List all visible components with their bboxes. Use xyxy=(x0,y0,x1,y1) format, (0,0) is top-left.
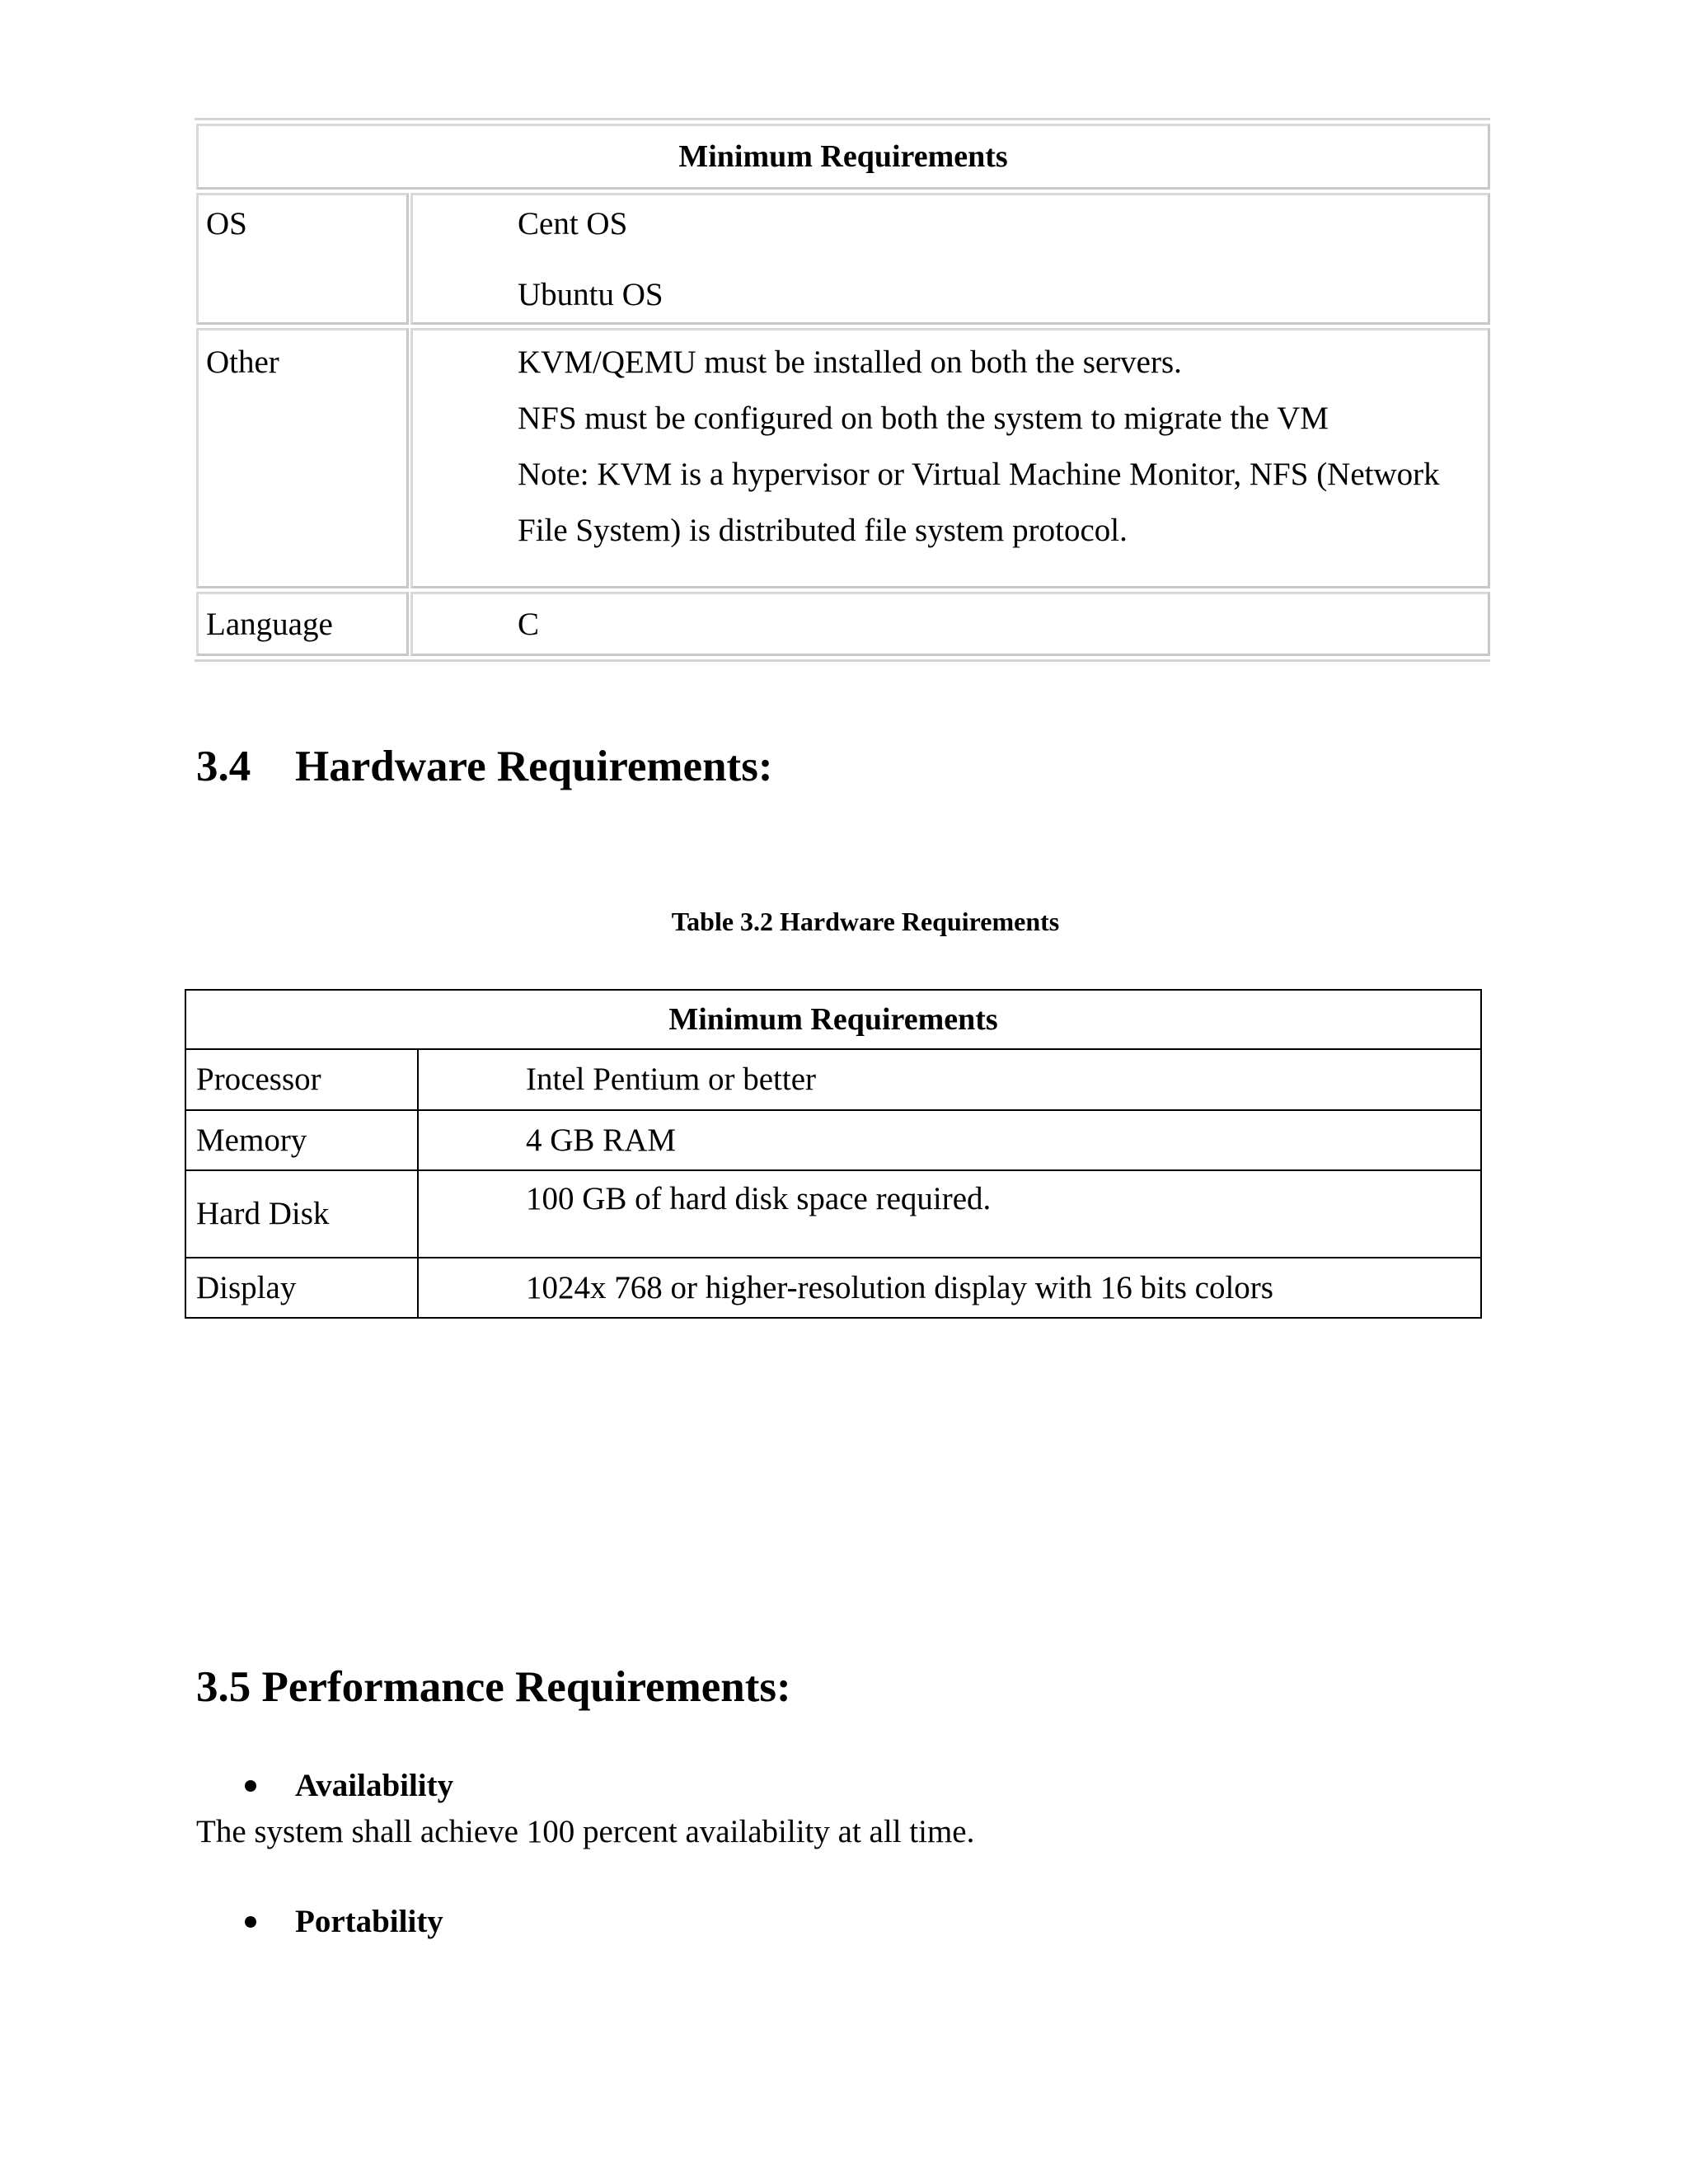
table-header: Minimum Requirements xyxy=(678,139,1008,174)
table-caption: Table 3.2 Hardware Requirements xyxy=(671,907,1060,936)
availability-text: The system shall achieve 100 percent availability at all time. xyxy=(196,1814,975,1849)
language-value: C xyxy=(518,607,540,642)
row-label-os: OS xyxy=(206,206,247,241)
table-row xyxy=(185,1258,1481,1318)
row-label-language: Language xyxy=(206,607,333,642)
table-header: Minimum Requirements xyxy=(185,990,1481,1049)
hardware-requirements-table xyxy=(185,989,1482,1319)
os-value-line: Ubuntu OS xyxy=(518,277,663,312)
bullet-label-portability: Portability xyxy=(295,1904,443,1939)
row-label-hard-disk: Hard Disk xyxy=(185,1170,418,1258)
section-number: 3.4 xyxy=(196,743,251,790)
bullet-icon xyxy=(245,1916,256,1928)
row-label-display: Display xyxy=(185,1258,418,1318)
processor-value: Intel Pentium or better xyxy=(418,1049,1481,1110)
row-label-processor: Processor xyxy=(185,1049,418,1110)
os-value-line: Cent OS xyxy=(518,206,628,241)
other-value-line: KVM/QEMU must be installed on both the servers. xyxy=(518,344,1182,380)
table-top-rule xyxy=(195,118,1490,120)
other-value-line: File System) is distributed file system protocol. xyxy=(518,513,1128,548)
table-row xyxy=(185,990,1481,1049)
row-label-memory: Memory xyxy=(185,1110,418,1170)
section-heading: 3.5 Performance Requirements: xyxy=(196,1663,791,1711)
bullet-label-availability: Availability xyxy=(295,1768,454,1803)
row-label-other: Other xyxy=(206,344,279,380)
section-heading: Hardware Requirements: xyxy=(295,743,773,790)
value-cell-language xyxy=(410,592,1490,656)
table-row xyxy=(185,1110,1481,1170)
table-row xyxy=(185,1170,1481,1258)
bullet-icon xyxy=(245,1780,256,1792)
table-row xyxy=(185,1049,1481,1110)
table-bottom-rule xyxy=(195,659,1490,662)
display-value: 1024x 768 or higher-resolution display with 16 bits colors xyxy=(418,1258,1481,1318)
other-value-line: NFS must be configured on both the system to migrate the VM xyxy=(518,401,1329,436)
memory-value: 4 GB RAM xyxy=(418,1110,1481,1170)
other-value-line: Note: KVM is a hypervisor or Virtual Machine Monitor, NFS (Network xyxy=(518,457,1440,492)
hard-disk-value: 100 GB of hard disk space required. xyxy=(418,1170,1481,1258)
